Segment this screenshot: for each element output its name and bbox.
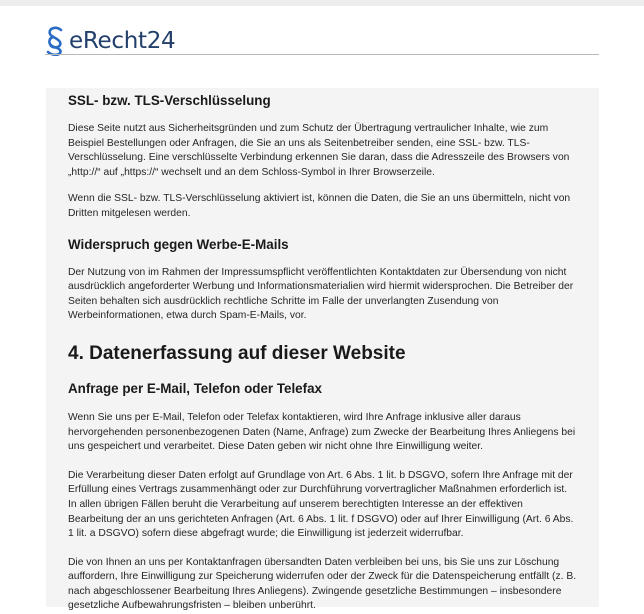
header-divider (45, 54, 599, 55)
top-strip (0, 0, 644, 6)
paragraph: Die von Ihnen an uns per Kontaktanfragen übersandten Daten verbleiben bei uns, bis Sie uns zur Löschung auffordern, Ihre Einwilligung zur Speicherung widerrufen oder der Zweck für die Datenspeicherung entfällt (z. B. nach abgeschlossener Bearbeitung Ihres Anliegens). Zwingende gesetzliche Bestimmungen – insbesondere gesetzliche Aufbewahrungsfristen – bleiben unberührt. (68, 556, 577, 612)
brand-name: eRecht24 (69, 28, 176, 54)
section-sign-icon (45, 26, 67, 56)
paragraph: Wenn Sie uns per E-Mail, Telefon oder Telefax kontaktieren, wird Ihre Anfrage inklusive aller daraus hervorgehenden personenbezogenen Daten (Name, Anfrage) zum Zwecke der Bearbeitung Ihres Anliegens bei uns gespeichert und verarbeitet. Diese Daten geben wir nicht ohne Ihre Einwilligung weiter. (68, 411, 576, 453)
paragraph: Die Verarbeitung dieser Daten erfolgt auf Grundlage von Art. 6 Abs. 1 lit. b DSGVO, sofern Ihre Anfrage mit der Erfüllung eines Vertrags zusammenhängt oder zur Durchführung vorvertraglicher Maßnahmen erforderlich ist. In allen übrigen Fällen beruht die Verarbeitung auf unserem berechtigten Interesse an der effektiven Bearbeitung der an uns gerichteten Anfragen (Art. 6 Abs. 1 lit. f DSGVO) oder auf Ihrer Einwilligung (Art. 6 Abs. 1 lit. a DSGVO) sofern diese abgefragt wurde; die Einwilligung ist jederzeit widerrufbar. (68, 469, 574, 540)
paragraph: Der Nutzung von im Rahmen der Impressumspflicht veröffentlichten Kontaktdaten zur Übersendung von nicht ausdrücklich angeforderter Werbung und Informationsmaterialien wird hiermit widersprochen. Die Betreiber der Seiten behalten sich ausdrücklich rechtliche Schritte im Falle der unverlangten Zusendung von Werbeinformationen, etwa durch Spam-E-Mails, vor. (68, 266, 574, 322)
heading-anfrage: Anfrage per E-Mail, Telefon oder Telefax (68, 380, 322, 396)
heading-datenerfassung: 4. Datenerfassung auf dieser Website (68, 342, 406, 364)
brand-logo[interactable] (45, 26, 175, 56)
heading-ssl-tls: SSL- bzw. TLS-Verschlüsselung (68, 93, 271, 108)
paragraph: Wenn die SSL- bzw. TLS-Verschlüsselung aktiviert ist, können die Daten, die Sie an uns übermitteln, nicht von Dritten mitgelesen werden. (68, 193, 571, 219)
paragraph: Diese Seite nutzt aus Sicherheitsgründen und zum Schutz der Übertragung vertraulicher Inhalte, wie zum Beispiel Bestellungen oder Anfragen, die Sie an uns als Seitenbetreiber senden, eine SSL- bzw. TLS-Verschlüsselung. Eine verschlüsselte Verbindung erkennen Sie daran, dass die Adresszeile des Browsers von „http://“ auf „https://“ wechselt und an dem Schloss-Symbol in Ihrer Browserzeile. (68, 123, 570, 178)
heading-widerspruch: Widerspruch gegen Werbe-E-Mails (68, 236, 289, 252)
content-panel (46, 88, 599, 612)
